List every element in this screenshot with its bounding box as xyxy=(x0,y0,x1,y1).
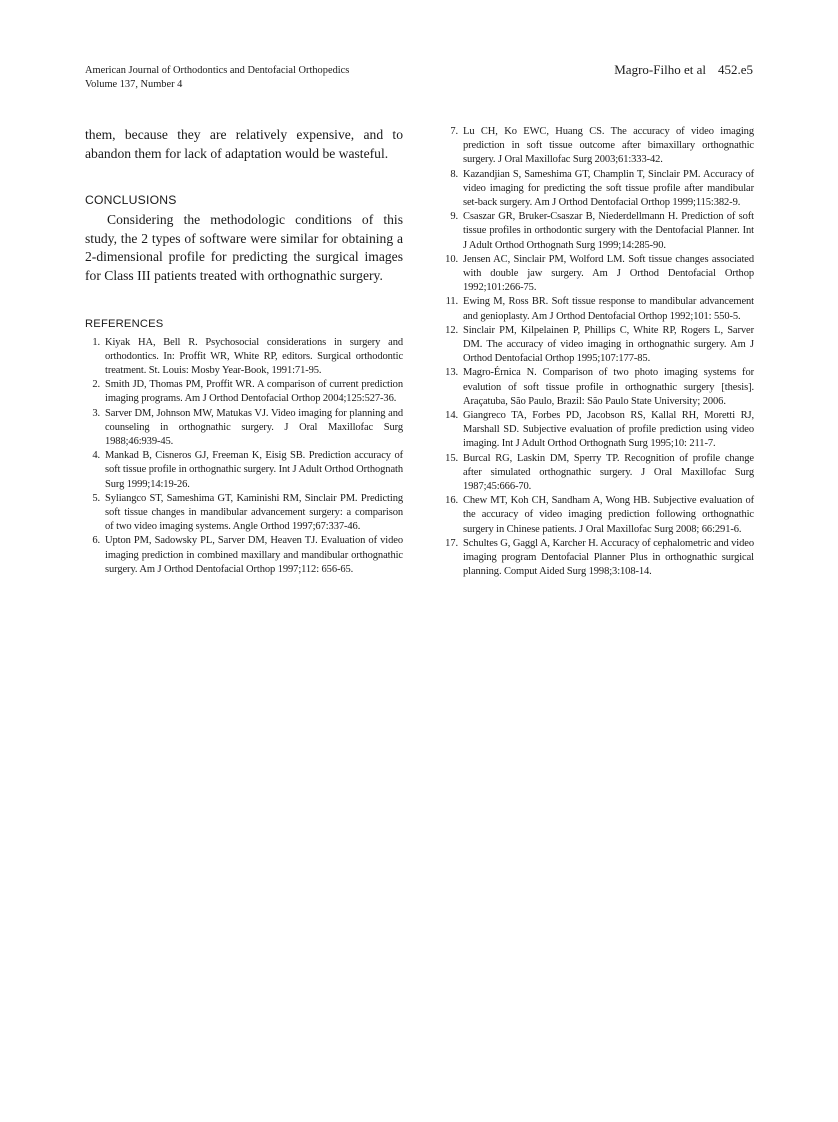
reference-number: 5. xyxy=(92,492,100,504)
reference-item xyxy=(443,324,754,367)
reference-number: 17. xyxy=(445,537,458,549)
reference-number: 3. xyxy=(92,407,100,419)
reference-number: 16. xyxy=(445,495,458,507)
reference-item xyxy=(85,534,403,577)
reference-item xyxy=(85,407,403,450)
reference-item xyxy=(443,253,754,296)
reference-item xyxy=(443,125,754,168)
reference-number: 15. xyxy=(445,452,458,464)
reference-text: Kazandjian S, Sameshima GT, Champlin T, Sinclair PM. Accuracy of video imaging for predicting the soft tissue profile after mandibular set-back surgery. Am J Orthod Dentofacial Orthop 1999;115:382-9. xyxy=(463,168,754,209)
reference-number: 10. xyxy=(445,253,458,265)
reference-text: Giangreco TA, Forbes PD, Jacobson RS, Kallal RH, Moretti RJ, Marshall SD. Subjective evaluation of profile prediction using video imaging. Int J Adult Orthod Orthognath Surg 1995;10: 211-7. xyxy=(463,410,754,450)
reference-text: Csaszar GR, Bruker-Csaszar B, Niederdellmann H. Prediction of soft tissue profiles in orthodontic surgery with the Dentofacial Planner. Int J Adult Orthod Orthognath Surg 1999;14:285-90. xyxy=(463,211,754,251)
reference-item xyxy=(85,449,403,492)
conclusions-heading: CONCLUSIONS xyxy=(85,193,177,208)
reference-number: 11. xyxy=(445,296,458,308)
reference-number: 1. xyxy=(92,336,100,348)
reference-item xyxy=(85,336,403,379)
reference-item xyxy=(85,378,403,406)
reference-item xyxy=(443,452,754,495)
continued-paragraph: them, because they are relatively expensive, and to abandon them for lack of adaptation would be wasteful. xyxy=(85,127,403,161)
reference-text: Smith JD, Thomas PM, Proffit WR. A comparison of current prediction imaging programs. Am J Orthod Dentofacial Orthop 2004;125:527-36. xyxy=(105,379,403,405)
page-number: 452.e5 xyxy=(717,62,753,77)
reference-number: 8. xyxy=(450,168,458,180)
reference-number: 6. xyxy=(92,535,100,547)
reference-text: Chew MT, Koh CH, Sandham A, Wong HB. Subjective evaluation of the accuracy of video imaging prediction following orthognathic surgery in Chinese patients. J Oral Maxillofac Surg 2008; 66:291-6. xyxy=(463,495,754,535)
reference-text: Sarver DM, Johnson MW, Matukas VJ. Video imaging for planning and counseling in orthognathic surgery. J Oral Maxillofac Surg 1988;46:939-45. xyxy=(105,407,403,447)
reference-text: Burcal RG, Laskin DM, Sperry TP. Recognition of profile change after simulated orthognathic surgery. J Oral Maxillofac Surg 1987;45:666-70. xyxy=(463,452,754,493)
author-line: Magro-Filho et al xyxy=(614,62,706,77)
reference-item xyxy=(443,210,754,253)
reference-text: Kiyak HA, Bell R. Psychosocial considerations in surgery and orthodontics. In: Proffit WR, White RP, editors. Surgical orthodontic treatment. St. Louis: Mosby Year-Book, 1991:71-95. xyxy=(105,336,403,376)
reference-item xyxy=(85,492,403,535)
right-column xyxy=(443,125,754,580)
reference-number: 12. xyxy=(445,324,458,336)
references-heading: REFERENCES xyxy=(85,317,164,330)
journal-title: American Journal of Orthodontics and Dentofacial Orthopedics xyxy=(85,65,350,76)
reference-number: 2. xyxy=(92,379,100,391)
reference-number: 4. xyxy=(92,450,100,462)
reference-text: Magro-Érnica N. Comparison of two photo imaging systems for evalution of soft tissue profile in orthognathic surgery [thesis]. Araçatuba, São Paulo, Brazil: São Paulo State University; 2006. xyxy=(463,367,754,407)
reference-text: Lu CH, Ko EWC, Huang CS. The accuracy of video imaging prediction in soft tissue outcome after bimaxillary orthognathic surgery. J Oral Maxillofac Surg 2003;61:333-42. xyxy=(463,126,754,166)
left-column xyxy=(85,126,403,577)
reference-text: Upton PM, Sadowsky PL, Sarver DM, Heaven TJ. Evaluation of video imaging prediction in combined maxillary and mandibular orthognathic surgery. Am J Orthod Dentofacial Orthop 1997;112: 656-65. xyxy=(105,535,403,575)
conclusions-paragraph: Considering the methodologic conditions of this study, the 2 types of software were similar for obtaining a 2-dimensional profile for predicting the surgical images for Class III patients treated with orthognathic surgery. xyxy=(85,212,403,283)
reference-text: Jensen AC, Sinclair PM, Wolford LM. Soft tissue changes associated with double jaw surgery. Am J Orthod Dentofacial Orthop 1992;101:266-75. xyxy=(463,253,754,294)
reference-number: 7. xyxy=(450,126,458,137)
running-header-left xyxy=(85,64,349,92)
reference-item xyxy=(443,494,754,537)
reference-list-right xyxy=(443,125,754,580)
reference-text: Ewing M, Ross BR. Soft tissue response to mandibular advancement and genioplasty. Am J Orthod Dentofacial Orthop 1992;101: 550-5. xyxy=(463,296,754,322)
reference-number: 14. xyxy=(445,410,458,422)
reference-item xyxy=(443,537,754,580)
reference-item xyxy=(443,366,754,409)
reference-text: Mankad B, Cisneros GJ, Freeman K, Eisig SB. Prediction accuracy of soft tissue profile in orthognathic surgery. Int J Adult Orthod Orthognath Surg 1999;14:19-26. xyxy=(105,450,403,490)
reference-number: 9. xyxy=(450,211,458,223)
reference-number: 13. xyxy=(445,367,458,379)
reference-text: Schultes G, Gaggl A, Karcher H. Accuracy of cephalometric and video imaging program Dentofacial Planner Plus in orthognathic surgical planning. Comput Aided Surg 1998;3:108-14. xyxy=(463,537,754,578)
reference-list-left xyxy=(85,336,403,577)
reference-item xyxy=(443,168,754,211)
reference-text: Syliangco ST, Sameshima GT, Kaminishi RM, Sinclair PM. Predicting soft tissue changes in mandibular advancement surgery: a comparison of two video imaging systems. Angle Orthod 1997;67:337-46. xyxy=(105,492,403,533)
running-header-right xyxy=(614,62,753,78)
reference-item xyxy=(443,295,754,323)
reference-text: Sinclair PM, Kilpelainen P, Phillips C, White RP, Rogers L, Sarver DM. The accuracy of video imaging in orthognathic surgery. Am J Orthod Dentofacial Orthop 1995;107:177-85. xyxy=(463,324,754,365)
journal-volume: Volume 137, Number 4 xyxy=(85,79,183,90)
reference-item xyxy=(443,409,754,452)
